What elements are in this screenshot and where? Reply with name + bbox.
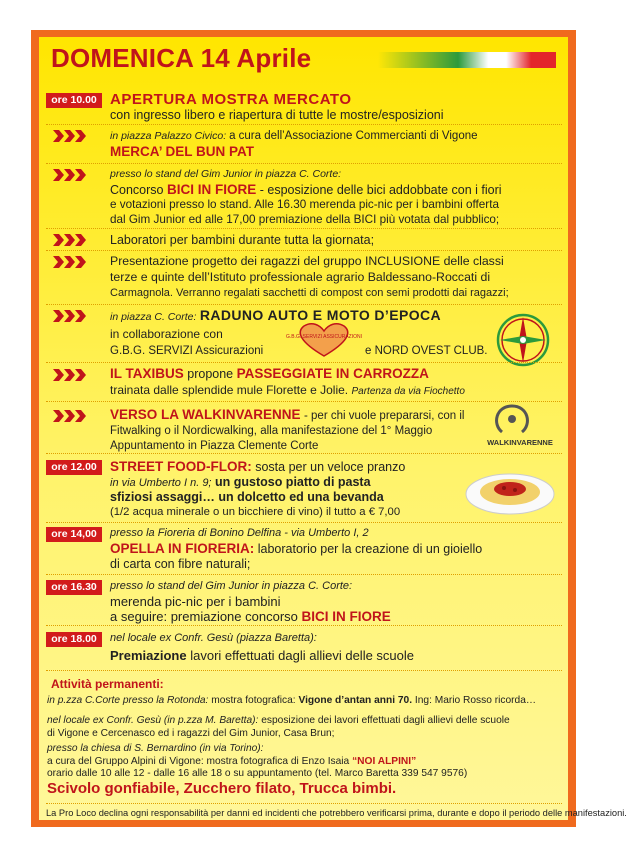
permanent-item: a cura del Gruppo Alpini di Vigone: mostra fotografica di Enzo Isaia “NOI ALPINI” [47, 756, 417, 767]
event-title-line: OPELLA IN FIORERIA: laboratorio per la creazione di un gioiello [110, 541, 483, 556]
divider [46, 362, 562, 363]
event-place: presso lo stand del Gim Junior in piazza C. Corte: [110, 580, 353, 592]
event-title: APERTURA MOSTRA MERCATO [110, 91, 352, 108]
permanent-item: presso la chiesa di S. Bernardino (in via Torino): [47, 743, 264, 754]
divider [46, 625, 562, 626]
event-line: in via Umberto I n. 9; un gustoso piatto di pasta [110, 475, 371, 489]
event-line: con ingresso libero e riapertura di tutte le mostre/esposizioni [110, 108, 444, 122]
divider [46, 453, 562, 454]
event-line: in collaborazione con [110, 327, 223, 341]
event-line: Appuntamento in Piazza Clemente Corte [110, 440, 319, 452]
divider [46, 124, 562, 125]
event-line: a seguire: premiazione concorso BICI IN FIORE [110, 609, 391, 624]
time-badge: ore 12.00 [46, 460, 102, 475]
divider [46, 670, 562, 671]
time-badge: ore 10.00 [46, 93, 102, 108]
event-line: (1/2 acqua minerale o un bicchiere di vino) il tutto a € 7,00 [110, 506, 401, 518]
divider [46, 228, 562, 229]
event-line: Concorso BICI IN FIORE - esposizione delle bici addobbate con i fiori [110, 182, 502, 197]
event-line: merenda pic-nic per i bambini [110, 594, 281, 609]
divider [46, 522, 562, 523]
divider [46, 250, 562, 251]
time-badge: ore 18.00 [46, 632, 102, 647]
compass-rose-icon [496, 313, 550, 367]
page-title: DOMENICA 14 Aprile [51, 43, 312, 73]
event-line: trainata dalle splendide mule Florette e Jolie. Partenza da via Fiochetto [110, 383, 465, 397]
logo-text: G.B.G. SERVIZI ASSICURAZIONI [285, 334, 363, 340]
event-line: Premiazione lavori effettuati dagli allievi delle scuole [110, 648, 414, 663]
event-line: dal Gim Junior ed alle 17,00 premiazione della BICI più votata dal pubblico; [110, 213, 500, 226]
permanent-title: Attività permanenti: [51, 677, 164, 691]
event-line: e votazioni presso lo stand. Alle 16.30 merenda pic-nic per i bambini offerta [110, 198, 499, 211]
chevron-arrows-icon [53, 169, 89, 181]
pasta-plate-illustration [464, 466, 556, 516]
event-line: sfiziosi assaggi… un dolcetto ed una bevanda [110, 490, 384, 504]
event-line: e NORD OVEST CLUB. [365, 345, 488, 357]
time-badge: ore 16.30 [46, 580, 102, 595]
chevron-arrows-icon [53, 369, 89, 381]
gbg-heart-logo [285, 322, 363, 358]
chevron-arrows-icon [53, 234, 89, 246]
activities-banner: Scivolo gonfiabile, Zucchero filato, Trucca bimbi. [47, 780, 397, 797]
permanent-item: nel locale ex Confr. Gesù (in p.zza M. Baretta): esposizione dei lavori effettuati dagli allievi delle scuole [47, 715, 510, 726]
divider [46, 304, 562, 305]
event-place: presso la Fioreria di Bonino Delfina - via Umberto I, 2 [110, 527, 369, 539]
event-line: Presentazione progetto dei ragazzi del gruppo INCLUSIONE delle classi [110, 254, 504, 268]
event-line: Fitwalking o il Nordicwalking, alla manifestazione del 1° Maggio [110, 425, 433, 437]
divider [46, 163, 562, 164]
permanent-item: in p.zza C.Corte presso la Rotonda: mostra fotografica: Vigone d’antan anni 70. Ing: Mario Rosso ricorda… [47, 695, 537, 706]
event-title-line: IL TAXIBUS propone PASSEGGIATE IN CARROZZA [110, 366, 429, 381]
permanent-item: di Vigone e Cercenasco ed i ragazzi del Gim Junior, Casa Brun; [47, 728, 335, 739]
chevron-arrows-icon [53, 410, 89, 422]
event-title: MERCA’ DEL BUN PAT [110, 144, 255, 159]
chevron-arrows-icon [53, 130, 89, 142]
event-line: Carmagnola. Verranno regalati sacchetti di compost con semi prodotti dai ragazzi; [110, 287, 509, 299]
event-line: Laboratori per bambini durante tutta la giornata; [110, 233, 375, 247]
event-place: presso lo stand del Gim Junior in piazza C. Corte: [110, 168, 342, 180]
event-place: in piazza Palazzo Civico: a cura dell’Associazione Commercianti di Vigone [110, 130, 478, 142]
chevron-arrows-icon [53, 256, 89, 268]
event-title-line: VERSO LA WALKINVARENNE - per chi vuole prepararsi, con il [110, 407, 465, 422]
event-line: terze e quinte dell’Istituto professionale agrario Baldessano-Roccati di [110, 270, 491, 284]
event-title-line: in piazza C. Corte: RADUNO AUTO E MOTO D’EPOCA [110, 307, 442, 323]
italian-flag-bar [378, 52, 556, 68]
divider [46, 574, 562, 575]
divider [46, 803, 562, 804]
event-line: di carta con fibre naturali; [110, 557, 251, 571]
event-line: G.B.G. SERVIZI Assicurazioni [110, 345, 264, 357]
walkinvarenne-logo [478, 402, 560, 450]
logo-text: WALKINVARENNE [487, 438, 553, 447]
event-title-line: STREET FOOD-FLOR: sosta per un veloce pranzo [110, 459, 406, 474]
event-place: nel locale ex Confr. Gesù (piazza Baretta): [110, 632, 317, 644]
disclaimer-footer: La Pro Loco declina ogni responsabilità per danni ed incidenti che potrebbero verificarsi prima, durante e dopo il periodo delle manifestazioni. [46, 808, 627, 818]
chevron-arrows-icon [53, 310, 89, 322]
time-badge: ore 14,00 [46, 527, 102, 542]
permanent-item: orario dalle 10 alle 12 - dalle 16 alle 18 o su appuntamento (tel. Marco Baretta 339 547 9576) [47, 768, 468, 779]
